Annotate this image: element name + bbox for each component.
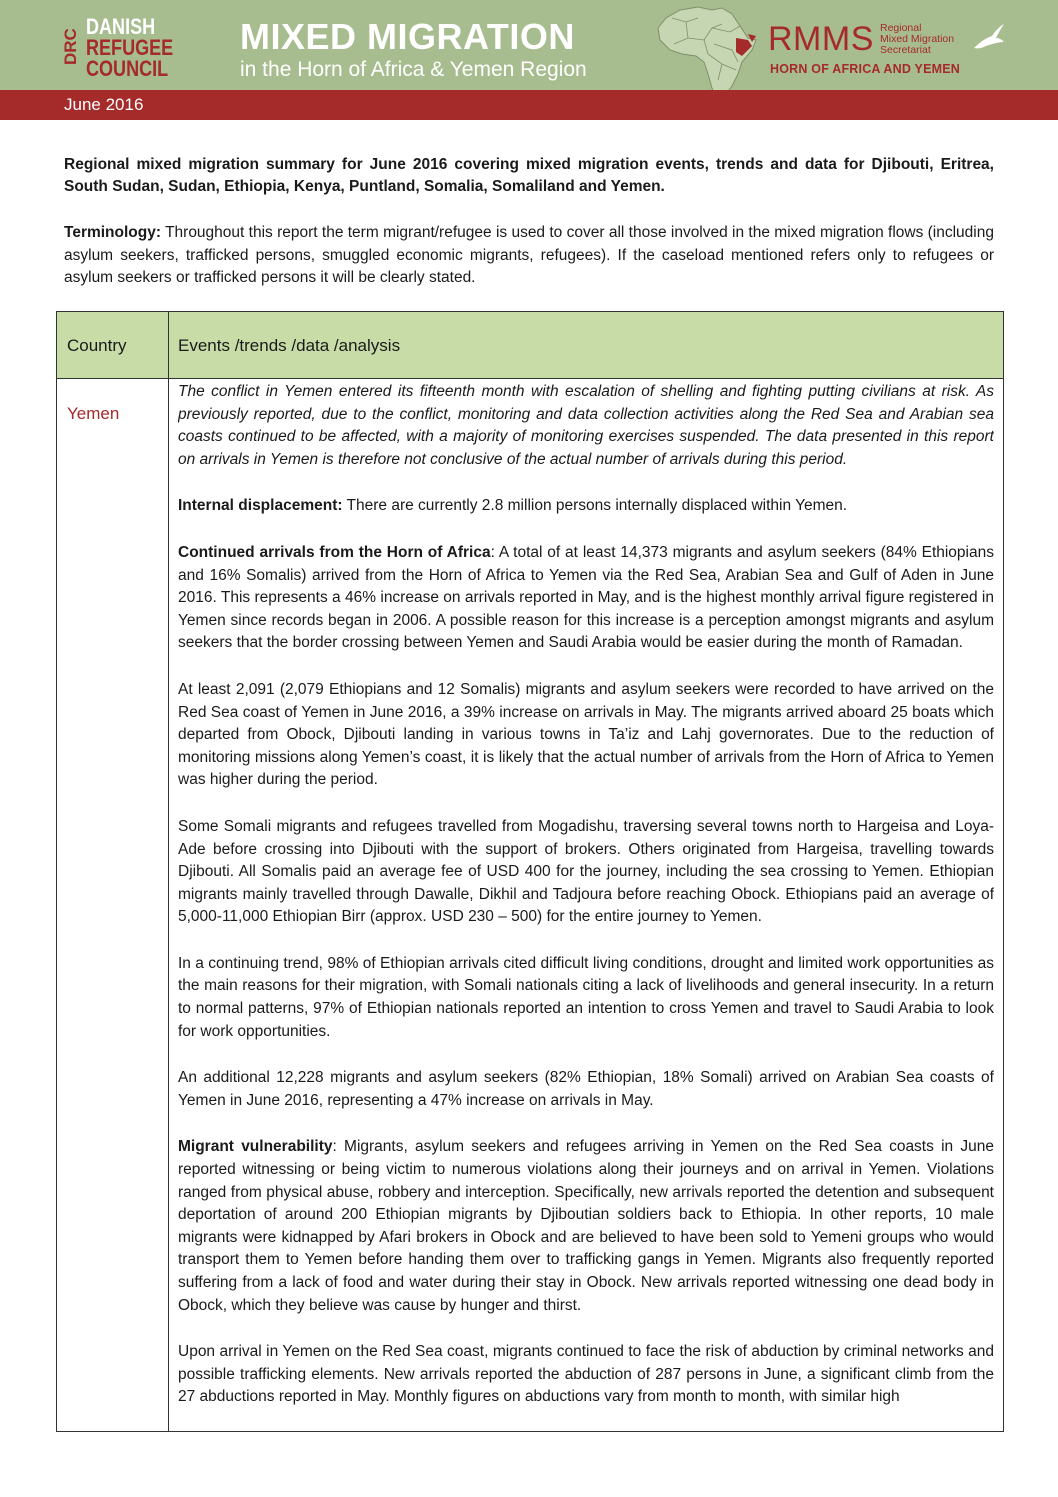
report-subtitle: in the Horn of Africa & Yemen Region	[240, 58, 587, 81]
paragraph-red-sea-arrivals: At least 2,091 (2,079 Ethiopians and 12 Somalis) migrants and asylum seekers were recorded to have arrived on the Red Sea coast of Yemen in June 2016, a 39% increase on arrivals in May. The migrants arrived aboard 25 boats which departed from Obock, Djibouti landing in various towns in Ta’iz and Lahj governorates. Due to the reduction of monitoring missions along Yemen’s coast, it is likely that the actual number of arrivals from the Horn of Africa to Yemen was higher during the period.	[178, 680, 994, 789]
paragraph-routes: Some Somali migrants and refugees travelled from Mogadishu, traversing several towns north to Hargeisa and Loya-Ade before crossing into Djibouti with the support of brokers. Others originated from Hargeisa, travelling towards Djibouti. All Somalis paid an average fee of USD 400 for the journey, including the sea crossing to Yemen. Ethiopian migrants mainly travelled through Dawalle, Dikhil and Tadjoura before reaching Obock. Ethiopians paid an average of 5,000-11,000 Ethiopian Birr (approx. USD 230 – 500) for the entire journey to Yemen.	[178, 817, 994, 926]
rmms-logo-text: RMMS	[768, 20, 874, 58]
drc-logo	[62, 14, 202, 80]
rmms-name-line2: Mixed Migration	[880, 33, 955, 45]
rmms-full-name	[880, 23, 970, 56]
page-header	[0, 0, 1058, 90]
arrivals-label: Continued arrivals from the Horn of Africa	[178, 543, 491, 561]
paragraph-arabian-sea-arrivals: An additional 12,228 migrants and asylum seekers (82% Ethiopian, 18% Somali) arrived on Arabian Sea coasts of Yemen in June 2016, representing a 47% increase on arrivals in May.	[178, 1069, 994, 1109]
terminology-text: Throughout this report the term migrant/refugee is used to cover all those involved in the mixed migration flows (including asylum seekers, trafficked persons, smuggled economic migrants, refugees). If the caseload mentioned refers only to refugees or asylum seekers or trafficked persons it will be clearly stated.	[64, 224, 994, 286]
terminology-paragraph	[64, 222, 994, 290]
drc-name-line3: COUNCIL	[86, 56, 169, 81]
table-header-row	[57, 312, 1003, 379]
report-date: June 2016	[64, 95, 144, 114]
rmms-name-line1: Regional	[880, 22, 922, 34]
vulnerability-label: Migrant vulnerability	[178, 1138, 333, 1156]
rmms-name-line3: Secretariat	[880, 44, 931, 56]
drc-logo-name	[86, 16, 192, 79]
intro-summary: Regional mixed migration summary for June 2016 covering mixed migration events, trends and data for Djibouti, Eritrea, South Sudan, Sudan, Ethiopia, Kenya, Puntland, Somalia, Somaliland and Yemen.	[64, 156, 994, 195]
column-header-country: Country	[67, 336, 127, 355]
internal-displacement-text: There are currently 2.8 million persons internally displaced within Yemen.	[342, 497, 848, 515]
paragraph-internal-displacement	[178, 495, 994, 518]
paragraph-conflict: The conflict in Yemen entered its fifteenth month with escalation of shelling and fighting putting civilians at risk. As previously reported, due to the conflict, monitoring and data collection activities along the Red Sea and Arabian sea coasts continued to be affected, with a majority of monitoring exercises suspended. The data presented in this report on arrivals in Yemen is therefore not conclusive of the actual number of arrivals during this period.	[178, 383, 994, 468]
arrivals-text: : A total of at least 14,373 migrants and asylum seekers (84% Ethiopians and 16% Somalis) arrived from the Horn of Africa to Yemen via the Red Sea, Arabian Sea and Gulf of Aden in June 2016. This represents a 46% increase on arrivals reported in May, and is the highest monthly arrival figure registered in Yemen since records began in 2006. A possible reason for this increase is a perception amongst migrants and asylum seekers that the border crossing between Yemen and Saudi Arabia would be easier during the month of Ramadan.	[178, 543, 994, 652]
report-title: MIXED MIGRATION	[240, 16, 575, 57]
events-table	[56, 311, 1004, 1432]
rmms-logo	[768, 20, 955, 59]
date-bar	[0, 90, 1058, 120]
vulnerability-text: : Migrants, asylum seekers and refugees arriving in Yemen on the Red Sea coasts in June reported witnessing or being victim to numerous violations along their journeys and on arrival in Yemen. Violations ranged from physical abuse, robbery and interception. Specifically, new arrivals reported the detention and subsequent deportation of around 200 Ethiopian migrants by Djiboutian soldiers back to Ethiopia. In other reports, 10 male migrants were kidnapped by Afari brokers in Obock and are believed to have been sold to Yemeni groups who would transport them to Yemen before handing them over to trafficking gangs in Yemen. Migrants also frequently reported suffering from a lack of food and water during their stay in Obock. New arrivals reported witnessing one dead body in Obock, which they believe was cause by hunger and thirst.	[178, 1138, 994, 1314]
column-header-events: Events /trends /data /analysis	[178, 336, 401, 355]
drc-name-line2: REFUGEE	[86, 35, 174, 60]
events-cell	[178, 381, 994, 1429]
drc-name-line1: DANISH	[86, 14, 156, 39]
paragraph-abductions: Upon arrival in Yemen on the Red Sea coast, migrants continued to face the risk of abduction by criminal networks and possible trafficking elements. New arrivals reported the abduction of 287 persons in June, a significant climb from the 27 abductions reported in May. Monthly figures on abductions vary from month to month, with similar high	[178, 1343, 994, 1406]
rmms-region: HORN OF AFRICA AND YEMEN	[770, 62, 960, 76]
paragraph-reasons: In a continuing trend, 98% of Ethiopian arrivals cited difficult living conditions, drought and limited work opportunities as the main reasons for their migration, with Somali nationals citing a lack of livelihoods and general insecurity. In a return to normal patterns, 97% of Ethiopian nationals reported an intention to cross Yemen and travel to Saudi Arabia to look for work opportunities.	[178, 954, 994, 1040]
bird-icon	[972, 22, 1006, 52]
paragraph-vulnerability	[178, 1136, 994, 1317]
column-divider	[168, 312, 169, 1431]
country-cell: Yemen	[67, 404, 120, 423]
paragraph-arrivals	[178, 542, 994, 655]
internal-displacement-label: Internal displacement:	[178, 497, 343, 515]
africa-map-icon	[652, 4, 762, 102]
terminology-label: Terminology:	[64, 224, 162, 241]
drc-logo-letters: DRC	[61, 28, 80, 66]
